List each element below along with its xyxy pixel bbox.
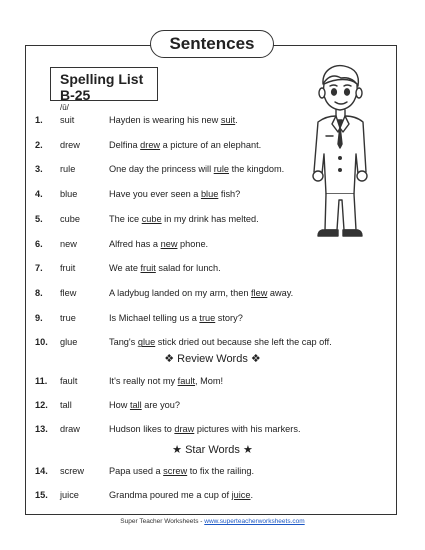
sentence-before: Delfina bbox=[109, 139, 141, 150]
sentence-before: A ladybug landed on my arm, then bbox=[109, 287, 251, 298]
row-number: 13. bbox=[35, 424, 48, 434]
row-number: 4. bbox=[35, 189, 43, 200]
spelling-word: tall bbox=[60, 400, 72, 410]
sentence-after: to fix the railing. bbox=[187, 466, 255, 476]
spelling-word: flew bbox=[60, 287, 77, 298]
sentence-before: One day the princess will bbox=[109, 164, 214, 175]
list-subtitle: /ū/ bbox=[60, 103, 69, 112]
sentence-after: salad for lunch. bbox=[155, 263, 221, 274]
sentence-target-word: rule bbox=[213, 164, 230, 175]
row-number: 11. bbox=[35, 376, 48, 386]
spelling-word: fault bbox=[60, 376, 78, 386]
sentence bbox=[109, 285, 293, 301]
row-number: 7. bbox=[35, 263, 43, 274]
sentence-target-word: suit bbox=[220, 115, 236, 125]
spelling-word: drew bbox=[60, 139, 80, 150]
footer-text: Super Teacher Worksheets - bbox=[120, 518, 205, 525]
row-number: 1. bbox=[35, 115, 43, 125]
spelling-word: juice bbox=[60, 490, 79, 500]
sentence-after: phone. bbox=[177, 238, 209, 249]
row-number: 3. bbox=[35, 164, 43, 175]
sentence-after: story? bbox=[215, 312, 243, 323]
sentence bbox=[109, 334, 332, 350]
sentence-target-word: fruit bbox=[140, 263, 156, 274]
row-number: 5. bbox=[35, 213, 43, 224]
sentence bbox=[109, 161, 284, 177]
sentence-before: Alfred has a bbox=[109, 238, 161, 249]
row-number: 8. bbox=[35, 287, 43, 298]
sentence bbox=[109, 421, 301, 437]
sentence bbox=[109, 373, 223, 389]
sentence-target-word: new bbox=[160, 238, 178, 249]
sentence-before: It's really not my bbox=[109, 376, 178, 386]
sentence bbox=[109, 236, 208, 252]
sentence-before: Have you ever seen a bbox=[109, 189, 201, 200]
word-row bbox=[0, 334, 425, 350]
footer-link[interactable]: www.superteacherworksheets.com bbox=[204, 518, 305, 525]
sentence bbox=[109, 211, 259, 227]
word-row bbox=[0, 161, 425, 177]
sentence-before: Hayden is wearing his new bbox=[109, 115, 221, 125]
sentence-after: , Mom! bbox=[195, 376, 224, 386]
sentence-after: fish? bbox=[218, 189, 241, 200]
spelling-word: blue bbox=[60, 189, 78, 200]
sentence-after: stick dried out because she left the cap off. bbox=[155, 337, 332, 348]
sentence bbox=[109, 260, 221, 276]
spelling-word: true bbox=[60, 312, 76, 323]
word-row bbox=[0, 236, 425, 252]
review-words-heading: ❖ Review Words ❖ bbox=[164, 353, 261, 365]
word-row bbox=[0, 421, 425, 437]
row-number: 2. bbox=[35, 139, 43, 150]
sentence-before: Is Michael telling us a bbox=[109, 312, 200, 323]
spelling-word: glue bbox=[60, 337, 78, 348]
star-words-heading: ★ Star Words ★ bbox=[172, 444, 253, 456]
sentence-after: . bbox=[250, 490, 254, 500]
word-row bbox=[0, 285, 425, 301]
footer bbox=[0, 518, 425, 525]
word-row bbox=[0, 211, 425, 227]
sentence-target-word: drew bbox=[140, 139, 161, 150]
sentence-target-word: true bbox=[199, 312, 216, 323]
sentence-after: are you? bbox=[141, 400, 180, 410]
sentence-before: Papa used a bbox=[109, 466, 164, 476]
sentence-after: pictures with his markers. bbox=[194, 424, 301, 434]
sentence-after: in my drink has melted. bbox=[161, 213, 259, 224]
sentence-target-word: screw bbox=[163, 466, 188, 476]
sentence-after: a picture of an elephant. bbox=[160, 139, 262, 150]
spelling-word: suit bbox=[60, 115, 75, 125]
sentence-target-word: fault bbox=[177, 376, 196, 386]
sentence-target-word: glue bbox=[137, 337, 156, 348]
sentence bbox=[109, 112, 238, 128]
word-row bbox=[0, 137, 425, 153]
sentence-before: We ate bbox=[109, 263, 141, 274]
sentence-after: . bbox=[235, 115, 238, 125]
word-row bbox=[0, 186, 425, 202]
sentence-target-word: draw bbox=[174, 424, 195, 434]
word-row bbox=[0, 112, 425, 128]
sentence-target-word: tall bbox=[129, 400, 142, 410]
sentence-after: the kingdom. bbox=[229, 164, 285, 175]
sentence-target-word: cube bbox=[141, 213, 162, 224]
word-row bbox=[0, 310, 425, 326]
row-number: 15. bbox=[35, 490, 48, 500]
sentence-target-word: flew bbox=[250, 287, 268, 298]
spelling-list-box bbox=[50, 67, 158, 112]
sentence-before: Tang's bbox=[109, 337, 138, 348]
spelling-word: screw bbox=[60, 466, 84, 476]
sentence bbox=[109, 186, 240, 202]
sentence bbox=[109, 310, 243, 326]
row-number: 9. bbox=[35, 312, 43, 323]
sentence-before: Grandma poured me a cup of bbox=[109, 490, 232, 500]
sentence bbox=[109, 487, 253, 503]
row-number: 14. bbox=[35, 466, 48, 476]
row-number: 12. bbox=[35, 400, 48, 410]
spelling-word: fruit bbox=[60, 263, 76, 274]
sentence bbox=[109, 137, 261, 153]
sentence-before: Hudson likes to bbox=[109, 424, 175, 434]
sentence-before: How bbox=[109, 400, 130, 410]
spelling-word: cube bbox=[60, 213, 80, 224]
word-row bbox=[0, 463, 425, 479]
sentence bbox=[109, 463, 254, 479]
spelling-word: new bbox=[60, 238, 77, 249]
sentence-target-word: juice bbox=[231, 490, 251, 500]
word-row bbox=[0, 487, 425, 503]
spelling-word: draw bbox=[60, 424, 80, 434]
row-number: 6. bbox=[35, 238, 43, 249]
word-row bbox=[0, 260, 425, 276]
sentence-before: The ice bbox=[109, 213, 142, 224]
word-row bbox=[0, 373, 425, 389]
page-title: Sentences bbox=[150, 30, 274, 58]
sentence-after: away. bbox=[267, 287, 294, 298]
list-title: Spelling List B-25 bbox=[60, 71, 144, 103]
sentence bbox=[109, 397, 180, 413]
spelling-word: rule bbox=[60, 164, 76, 175]
row-number: 10. bbox=[35, 337, 48, 348]
word-row bbox=[0, 397, 425, 413]
sentence-target-word: blue bbox=[200, 189, 219, 200]
